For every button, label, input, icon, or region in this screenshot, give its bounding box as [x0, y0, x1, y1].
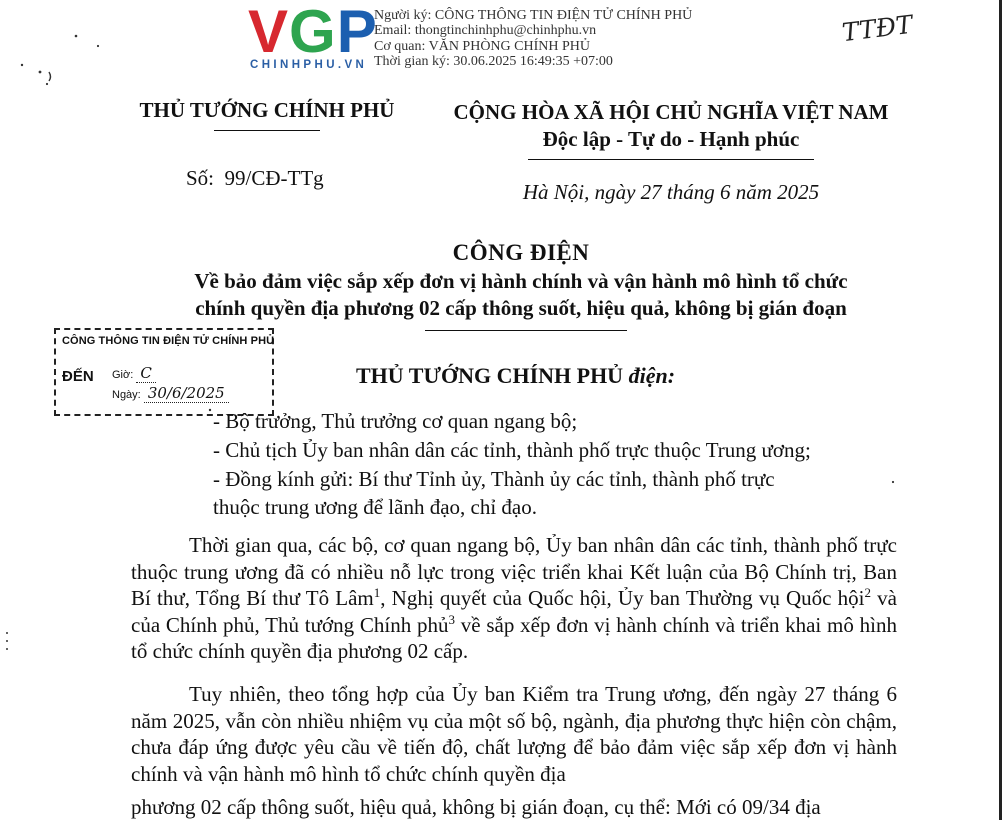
signature-agency: Cơ quan: VĂN PHÒNG CHÍNH PHỦ — [374, 38, 590, 54]
p1-part-a: Thời gian qua, các bộ, cơ quan ngang bộ, Ủy ban nhân dân các tỉnh, thành phố trực thuộc trung ương đã có nhiều nỗ lực trong việc triển khai Kết luận của Bộ Chính trị, Ban Bí thư, Tổng Bí thư Tô Lâm — [131, 533, 897, 610]
document-number: Số: 99/CĐ-TTg — [186, 166, 324, 190]
issuer-underline — [214, 130, 320, 131]
signature-signer: Người ký: CÔNG THÔNG TIN ĐIỆN TỬ CHÍNH PHỦ — [374, 8, 693, 23]
paragraph-2-text: Tuy nhiên, theo tổng hợp của Ủy ban Kiểm tra Trung ương, đến ngày 27 tháng 6 năm 2025, vẫn còn nhiều nhiệm vụ của một số bộ, ngành, địa phương thực hiện còn chậm, chưa đáp ứng được yêu cầu về tiến độ, chất lượng để bảo đảm việc sắp xếp đơn vị hành chính và vận hành mô hình tổ chức chính quyền địa — [131, 682, 897, 786]
recipients-heading-italic: điện: — [628, 363, 676, 388]
handwritten-mark: TTĐT — [840, 9, 915, 48]
footnote-ref-3: 3 — [448, 611, 455, 627]
body-paragraph-2 — [131, 681, 897, 787]
p1-part-b: , Nghị quyết của Quốc hội, Ủy ban Thường vụ Quốc hội — [380, 586, 865, 610]
signature-email: Email: thongtinchinhphu@chinhphu.vn — [374, 23, 597, 39]
issuer-name: THỦ TƯỚNG CHÍNH PHỦ — [139, 98, 395, 122]
logo-letter-g: G — [289, 0, 337, 65]
place-date: Hà Nội, ngày 27 tháng 6 năm 2025 — [522, 180, 820, 204]
logo-letter-p: P — [336, 0, 378, 65]
stamp-received-word: ĐẾN — [62, 368, 94, 385]
stamp-time-value: C — [136, 364, 155, 383]
body-paragraph-1 — [131, 532, 897, 665]
stamp-time-label: Giờ: — [112, 369, 134, 381]
stamp-date-value: 30/6/2025 — [144, 384, 229, 403]
subject-line-2: chính quyền địa phương 02 cấp thông suốt, hiệu quả, không bị gián đoạn — [195, 296, 847, 320]
signature-time: Thời gian ký: 30.06.2025 16:49:35 +07:00 — [374, 53, 613, 69]
stamp-date-row — [112, 384, 229, 402]
subject-line-1: Về bảo đảm việc sắp xếp đơn vị hành chính và vận hành mô hình tổ chức — [194, 269, 848, 293]
document-type-title: CÔNG ĐIỆN — [452, 240, 590, 265]
recipient-item: - Bộ trưởng, Thủ trưởng cơ quan ngang bộ; — [213, 409, 578, 433]
footnote-ref-1: 1 — [373, 585, 381, 600]
paragraph-1-text — [131, 532, 897, 665]
footnote-ref-2: 2 — [864, 585, 871, 600]
recipient-item: - Chủ tịch Ủy ban nhân dân các tỉnh, thành phố trực thuộc Trung ương; — [213, 438, 811, 462]
recipients-heading-bold: THỦ TƯỚNG CHÍNH PHỦ — [356, 363, 629, 388]
motto-underline — [528, 159, 814, 160]
logo-site-text: CHINHPHU.VN — [250, 59, 368, 71]
subject-underline — [425, 330, 627, 331]
recipients-heading — [356, 363, 675, 389]
recipient-item-continued: thuộc trung ương để lãnh đạo, chỉ đạo. — [213, 495, 537, 519]
recipient-item: - Đồng kính gửi: Bí thư Tỉnh ủy, Thành ủy các tỉnh, thành phố trực — [213, 467, 775, 491]
stamp-time-row — [112, 364, 156, 382]
stamp-date-label: Ngày: — [112, 389, 141, 401]
logo-letter-v: V — [248, 0, 290, 65]
national-title: CỘNG HÒA XÃ HỘI CHỦ NGHĨA VIỆT NAM — [453, 100, 889, 124]
p1-part-c: và của Chính phủ, Thủ tướng Chính phủ — [131, 586, 897, 637]
p1-part-d: về sắp xếp đơn vị hành chính và triển khai mô hình tổ chức chính quyền địa phương 02 cấp. — [131, 612, 897, 663]
vgp-logo — [248, 0, 378, 76]
stamp-organization: CÔNG THÔNG TIN ĐIỆN TỬ CHÍNH PHỦ — [62, 335, 275, 347]
national-motto: Độc lập - Tự do - Hạnh phúc — [542, 127, 800, 151]
document-subject — [120, 268, 922, 322]
received-stamp — [54, 328, 274, 416]
digital-signature-info — [374, 8, 692, 69]
paragraph-2-cut-line: phương 02 cấp thông suốt, hiệu quả, không bị gián đoạn, cụ thể: Mới có 09/34 địa — [131, 795, 821, 819]
